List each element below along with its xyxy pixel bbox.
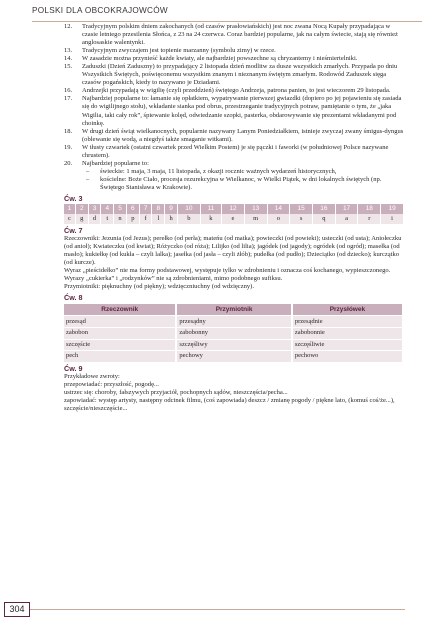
letter-cell: d — [88, 214, 101, 224]
header-title: POLSKI DLA OBCOKRAJOWCÓW — [32, 6, 168, 15]
dash-marker: – — [86, 175, 90, 183]
table-cell: pechowo — [292, 351, 403, 362]
letter-cell: l — [152, 214, 165, 224]
exercise-8-title: Ćw. 8 — [64, 293, 83, 303]
exercise-7-paragraph: Rzeczowniki: Jezunia (od Jezus); perełko (od perła); mateńu (od matka); powieczki (od powieki); usteczki (od usta); Aniołeczku (od anioł); Kwiateczku (od kwiat); Różyczko (od róża); Lilijko (od lilia); jagódek (od jagody); ogródek (od ogród); masełka (od masło); kukiełkę (od kukła – czyli lalka); jasełka (od jasła – czyli żłób); pudełka (od pudło); Dzieciątko (od dziecko); kurczątko (od kurcze). — [64, 234, 402, 267]
number-cell: 3 — [88, 204, 101, 214]
table-row — [64, 351, 403, 362]
answer-item — [64, 95, 404, 127]
page-number-box — [4, 602, 30, 617]
item-text: Tradycyjnym polskim dniem zakochanych (od czasów prasłowiańskich) jest noc zwana Nocą Kupały przypadająca w czasie letniego przesilenia Słońca, z 23 na 24 czerwca. Coraz bardziej popularne, jak na całym świecie, stają się również anglosaskie walentynki. — [82, 23, 398, 47]
table-cell: pech — [64, 351, 176, 362]
item-number: 12. — [64, 23, 73, 30]
letter-cell: r — [358, 214, 381, 224]
item-number: 17. — [64, 95, 73, 103]
table-cell: zabobonny — [176, 327, 291, 339]
number-cell: 5 — [114, 204, 127, 214]
item-number: 19. — [64, 143, 73, 151]
table-cell: przesąd — [64, 316, 176, 328]
letter-cell: q — [312, 214, 335, 224]
item-text: W tłusty czwartek (ostatni czwartek przed Wielkim Postem) je się pączki i faworki (w południowej Polsce nazywane chrustem). — [82, 143, 389, 159]
item-number: 13. — [64, 47, 73, 55]
number-cell: 17 — [335, 204, 358, 214]
number-cell: 19 — [381, 204, 404, 214]
number-cell: 9 — [165, 204, 178, 214]
table-cell: przesądny — [176, 316, 291, 328]
table-row — [64, 327, 403, 339]
letter-cell: p — [126, 214, 139, 224]
letter-cell: a — [335, 214, 358, 224]
number-cell: 13 — [244, 204, 267, 214]
answer-item — [64, 160, 404, 192]
exercise-9-paragraph: ustrzec się: choroby, fałszywych przyjaciół, pochopnych sądów, nieszczęścia/pecha... — [64, 388, 288, 396]
number-cell: 18 — [358, 204, 381, 214]
item-number: 18. — [64, 127, 73, 135]
exercise-7-paragraph: Wyrazy „cukierka” i „rodzynków” nie są zdrobnieniami, mimo podobnego sufiksu. — [64, 275, 283, 283]
page-number: 304 — [9, 604, 25, 614]
letter-cell: e — [222, 214, 245, 224]
table-cell: zabobonnie — [292, 327, 403, 339]
answer-item — [64, 87, 404, 95]
letter-cell: i — [381, 214, 404, 224]
number-cell: 6 — [126, 204, 139, 214]
sub-item — [86, 168, 404, 176]
dash-marker: – — [86, 167, 90, 175]
exercise-9-paragraph: przepowiadać: przyszłość, pogodę... — [64, 380, 159, 388]
table-cell: pechowy — [176, 351, 291, 362]
letter-cell: h — [165, 214, 178, 224]
column-header: Przymiotnik — [176, 304, 291, 316]
page-number-inner — [5, 603, 29, 616]
number-cell: 11 — [200, 204, 221, 214]
answer-item — [64, 23, 404, 47]
answer-item — [64, 144, 404, 160]
item-text: Zaduszki (Dzień Zaduszny) to przypadający 2 listopada dzień modlitw za dusze wszystkich zmarłych. Przypada po dniu Wszystkich Świętych, poświęconemu wszystkim znanym i nieznanym świętym zmarłym. Rodowód Zaduszek sięga czasów pogańskich, kiedy to nazywano je Dziadami. — [82, 63, 398, 87]
item-text: Tradycyjnym zwyczajem jest topienie marzanny (symbolu zimy) w rzece. — [82, 47, 276, 55]
number-cell: 1 — [64, 204, 75, 214]
sub-item-text: kościelne: Boże Ciało, procesja rezurekcyjna w Wielkanoc, w Wielki Piątek, w dni lokalnych świętych (np. Świętego Stanisława w Krakowie). — [100, 175, 382, 191]
page-content — [64, 23, 404, 413]
column-header: Rzeczownik — [64, 304, 176, 316]
item-text: W drugi dzień świąt wielkanocnych, popularnie nazywany Lanym Poniedziałkiem, istnieje zwyczaj zwany śmigus-dyngus (oblewanie się wodą, a niegdyś także smaganie witkami). — [82, 127, 404, 143]
table-header-row — [64, 304, 403, 316]
table-cell: przesądnie — [292, 316, 403, 328]
item-number: 15. — [64, 63, 73, 71]
number-cell: 14 — [267, 204, 290, 214]
table-row — [64, 316, 403, 328]
sub-item — [86, 176, 404, 192]
number-cell: 15 — [290, 204, 313, 214]
answer-item — [64, 47, 404, 55]
column-header: Przysłówek — [292, 304, 403, 316]
item-number: 20. — [64, 159, 73, 167]
exercise-9-title: Ćw. 9 — [64, 363, 83, 373]
table-row — [64, 339, 403, 351]
letter-cell: o — [267, 214, 290, 224]
item-number: 16. — [64, 87, 73, 95]
letter-cell: f — [139, 214, 152, 224]
item-text: Najbardziej popularne to: — [82, 159, 149, 167]
answer-item — [64, 55, 404, 63]
item-text: Andrzejki przypadają w wigilię (czyli przeddzień) świętego Andrzeja, patrona panien, to jest wieczorem 29 listopada. — [82, 87, 391, 95]
header-rule — [32, 21, 422, 22]
number-cell: 12 — [222, 204, 245, 214]
number-cell: 2 — [75, 204, 88, 214]
letter-cell: c — [64, 214, 75, 224]
letter-cell: g — [75, 214, 88, 224]
number-cell: 8 — [152, 204, 165, 214]
answer-item — [64, 128, 404, 144]
letter-row — [64, 214, 404, 224]
exercise-3-answer-table — [64, 204, 404, 224]
exercise-7-paragraph: Wyraz „pieścidełko” nie ma formy podstawowej, występuje tylko w zdrobnieniu i oznacza coś kochanego, wypieszczonego. — [64, 267, 391, 275]
letter-cell: k — [200, 214, 221, 224]
number-cell: 7 — [139, 204, 152, 214]
number-cell: 10 — [178, 204, 201, 214]
number-cell: 16 — [312, 204, 335, 214]
table-cell: szczęśliwie — [292, 339, 403, 351]
item-number: 14. — [64, 55, 73, 63]
letter-cell: b — [178, 214, 201, 224]
item-text: Najbardziej popularne to: łamanie się opłatkiem, wypatrywanie pierwszej gwiazdki (dopiero po jej pojawieniu się zasiada się do wigilijnego stołu), wkładanie sianka pod obrus, przestrzeganie tradycyjnych potraw, pamiętanie o tym, że „jaka Wigilia, taki cały rok”, śpiewanie kolęd, odwiedzanie szopki, pasterka, obdarowywanie się prezentami wkładanymi pod choinkę. — [82, 95, 402, 127]
exercise-3-title: Ćw. 3 — [64, 193, 83, 203]
letter-cell: n — [114, 214, 127, 224]
letter-cell: m — [244, 214, 267, 224]
exercise-9-paragraph: Przykładowe zwroty: — [64, 372, 120, 380]
exercise-8-word-table — [64, 304, 404, 361]
item-text: W zasadzie można przynieść każde kwiaty, ale najbardziej powszechne są chryzantemy i nieśmiertelniki. — [82, 55, 358, 63]
exercise-9-paragraph: zapowiadać: występ artysty, następny odcinek filmu, (coś zapowiada) deszcz / zmianę pogody / piękne lato, (komuś coś/że...), szczęście/nieszczęście... — [64, 396, 395, 412]
answer-item — [64, 63, 404, 87]
table-cell: zabobon — [64, 327, 176, 339]
exercise-7-title: Ćw. 7 — [64, 225, 83, 235]
number-cell: 4 — [101, 204, 114, 214]
letter-cell: s — [290, 214, 313, 224]
page-header — [32, 6, 422, 15]
table-cell: szczęśliwy — [176, 339, 291, 351]
letter-cell: t — [101, 214, 114, 224]
table-cell: szczęście — [64, 339, 176, 351]
footer-rule — [30, 609, 405, 610]
number-row — [64, 204, 404, 214]
exercise-7-paragraph: Przymiotniki: pięknuchny (od piękny); wdzięczniuchny (od wdzięczny). — [64, 283, 254, 291]
sub-item-text: świeckie: 1 maja, 3 maja, 11 listopada, z okazji rocznic ważnych wydarzeń historycznych, — [100, 167, 337, 175]
